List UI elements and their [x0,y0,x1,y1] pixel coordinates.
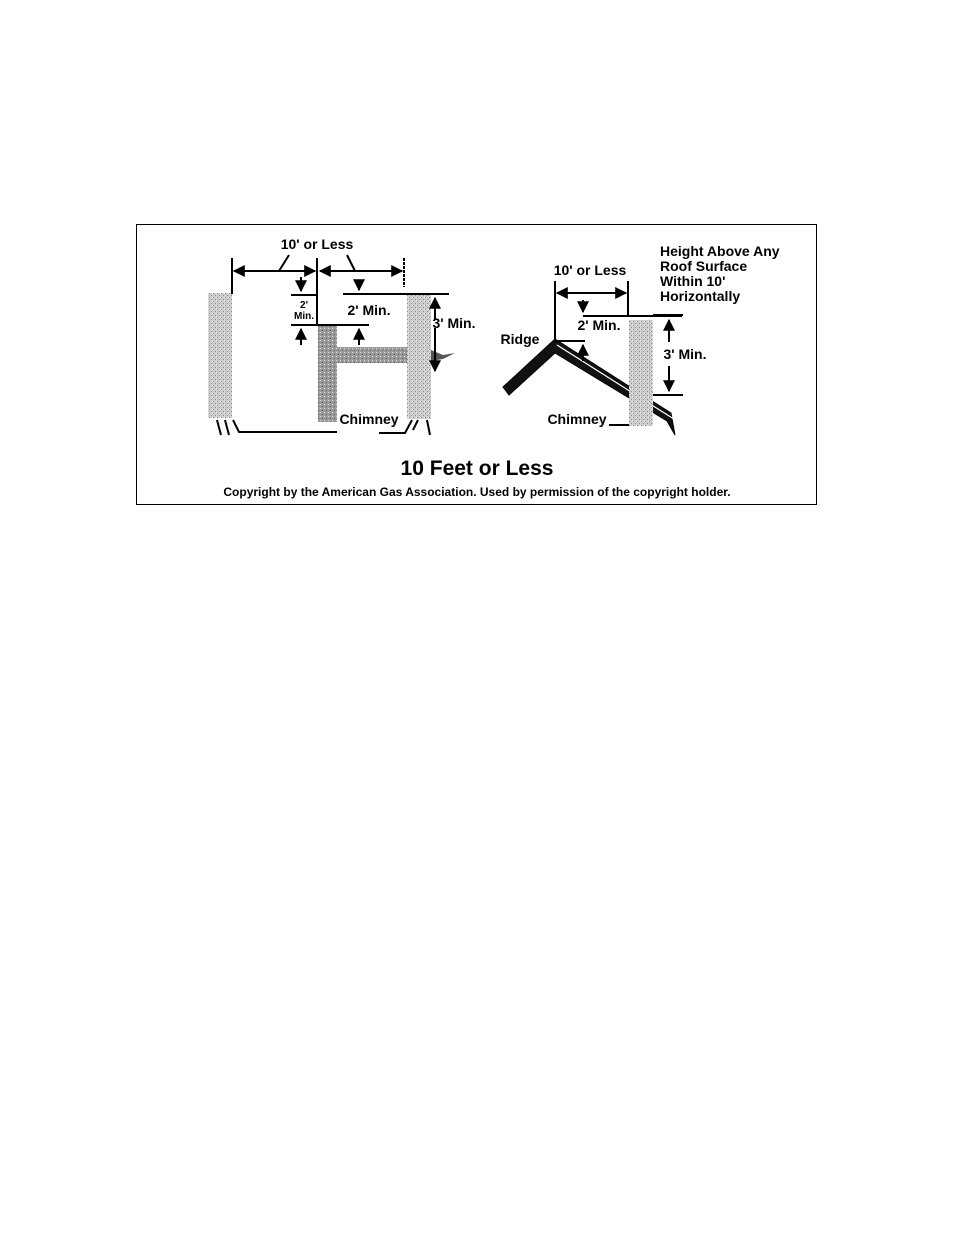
left-base-line [217,420,229,435]
right-chimney-label: Chimney [547,411,607,427]
left-vent-pipe [208,293,232,418]
right-distance-label: 10' or Less [553,262,627,278]
height-note-line-1: Height Above Any [660,243,780,259]
min2-label-line2: Min. [294,311,314,322]
roof-edge [557,345,677,421]
min2-label-line1: 2' [300,300,308,311]
min2-label-b: 2' Min. [347,302,391,318]
left-diagram [208,236,476,435]
label-leader-b [347,255,355,271]
height-note-line-2: Roof Surface [660,258,748,274]
right-min2-label: 2' Min. [577,317,621,333]
left-chimney-label: Chimney [339,411,399,427]
right-min3-label: 3' Min. [663,346,707,362]
left-distance-label: 10' or Less [280,236,354,252]
vent-clearance-diagram [137,225,818,506]
right-vent-pipe [407,295,431,419]
height-note-line-4: Horizontally [660,288,741,304]
roof-vent-pipe [629,320,653,426]
figure-title: 10 Feet or Less [400,457,554,480]
vent-clearance-figure [136,224,817,505]
ridge-label: Ridge [500,331,540,347]
copyright-note: Copyright by the American Gas Association. Used by permission of the copyright holder. [223,485,731,499]
right-diagram [501,243,780,435]
label-leader-a [279,255,289,271]
min3-label: 3' Min. [432,315,476,331]
height-note-line-3: Within 10' [660,273,726,289]
